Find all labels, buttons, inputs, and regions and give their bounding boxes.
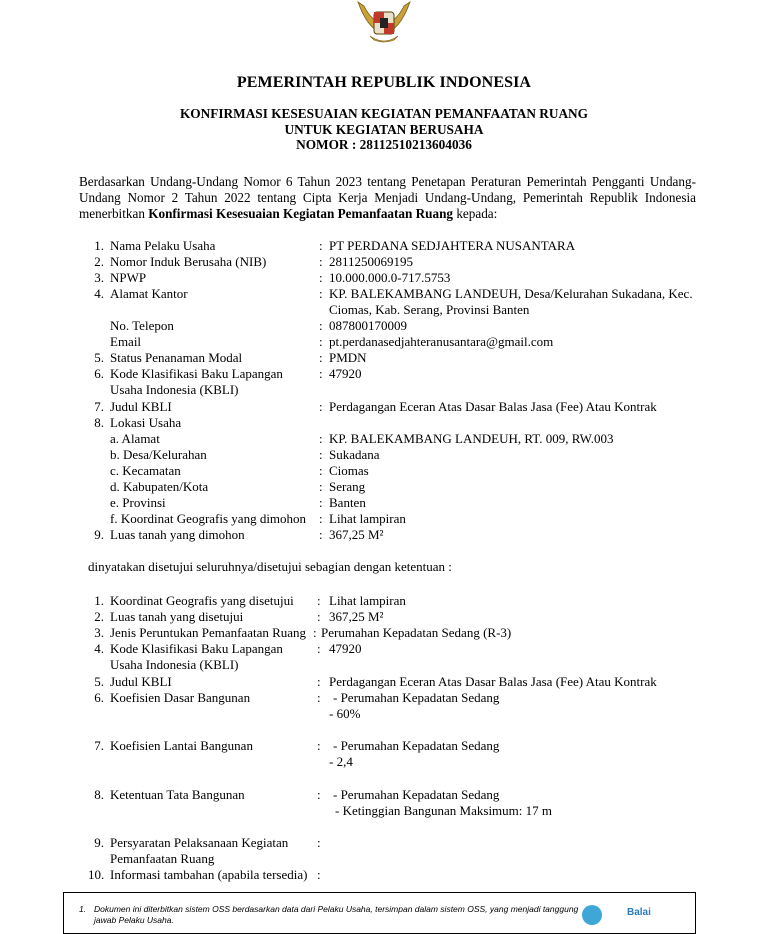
item-colon: : [319,350,323,365]
item-label-cont: Usaha Indonesia (KBLI) [110,657,239,673]
item-label-cont: Pemanfaatan Ruang [110,851,215,867]
item-label: Koefisien Lantai Bangunan [110,738,253,753]
item-value: Banten [329,495,366,510]
item-value: Lihat lampiran [329,593,406,608]
item-number: 7. [94,738,104,753]
intro-bold: Konfirmasi Kesesuaian Kegiatan Pemanfaatan Ruang [148,206,454,222]
item-colon: : [319,527,323,542]
item-value-cont: Ciomas, Kab. Serang, Provinsi Banten [329,302,530,318]
item-colon: : [319,254,323,269]
item-colon: : [319,270,323,285]
item-label: Judul KBLI [110,674,172,689]
document-title-line-2: UNTUK KEGIATAN BERUSAHA [284,121,484,137]
footer-text: Dokumen ini diterbitkan sistem OSS berdasarkan data dari Pelaku Usaha, tersimpan dalam sistem OSS, yang menjadi tanggung jawab Pelaku Usaha. [94,904,579,925]
item-value: Perdagangan Eceran Atas Dasar Balas Jasa (Fee) Atau Kontrak [329,399,657,414]
item-value: - Perumahan Kepadatan Sedang [333,738,500,753]
document-title-line-1: KONFIRMASI KESESUAIAN KEGIATAN PEMANFAATAN RUANG [179,106,589,121]
item-colon: : [317,690,321,705]
item-value: KP. BALEKAMBANG LANDEUH, RT. 009, RW.003 [329,431,614,446]
garuda-emblem-icon [354,0,414,46]
item-colon: : [317,609,321,624]
item-value: Perdagangan Eceran Atas Dasar Balas Jasa (Fee) Atau Kontrak [329,674,657,689]
item-value: PT PERDANA SEDJAHTERA NUSANTARA [329,238,576,253]
item-colon: : [317,593,321,608]
item-value: 2811250069195 [329,254,414,269]
item-label: f. Koordinat Geografis yang dimohon [110,511,307,526]
item-value: - Perumahan Kepadatan Sedang [333,787,500,802]
item-colon: : [319,334,323,349]
approval-statement: dinyatakan disetujui seluruhnya/disetujui sebagian dengan ketentuan : [88,559,452,574]
item-label: Kode Klasifikasi Baku Lapangan [110,366,283,381]
item-number: 4. [94,286,104,301]
item-label: e. Provinsi [110,495,166,510]
item-label: Email [110,334,142,349]
item-colon: : [319,431,323,446]
item-value: 47920 [329,641,362,656]
item-label: Alamat Kantor [110,286,188,301]
item-label-cont: Usaha Indonesia (KBLI) [110,382,239,398]
government-title: PEMERINTAH REPUBLIK INDONESIA [236,74,532,91]
item-label: Status Penanaman Modal [110,350,243,365]
item-colon: : [317,835,321,850]
item-value: Serang [329,479,366,494]
item-value: 10.000.000.0-717.5753 [329,270,451,285]
item-label: Lokasi Usaha [110,415,182,430]
document-title [0,106,768,153]
item-value-cont: - Ketinggian Bangunan Maksimum: 17 m [335,803,553,819]
item-number: 6. [94,690,104,705]
item-value: 087800170009 [329,318,407,333]
item-colon: : [317,787,321,802]
item-value: 367,25 M² [329,527,384,542]
item-label: a. Alamat [110,431,160,446]
item-number: 3. [94,625,104,640]
item-number: 1. [94,593,104,608]
item-colon: : [319,463,323,478]
item-colon: : [317,674,321,689]
footer-number: 1. [79,904,87,914]
item-colon: : [319,286,323,301]
item-number: 1. [94,238,104,253]
item-value: Sukadana [329,447,380,462]
balai-logo-text: Balai [627,907,651,918]
footer-note-box [63,892,696,934]
item-value-cont: - 2,4 [329,754,353,770]
item-value: Lihat lampiran [329,511,406,526]
item-label: Luas tanah yang dimohon [110,527,245,542]
item-number: 9. [94,835,104,850]
item-colon: : [319,399,323,414]
item-colon: : [319,366,323,381]
item-number: 5. [94,674,104,689]
item-label: Kode Klasifikasi Baku Lapangan [110,641,283,656]
item-colon: : [317,867,321,882]
item-number: 6. [94,366,104,381]
item-label: Nama Pelaku Usaha [110,238,216,253]
item-value: 367,25 M² [329,609,384,624]
item-colon: : [319,238,323,253]
item-value: KP. BALEKAMBANG LANDEUH, Desa/Kelurahan Sukadana, Kec. [329,286,693,301]
item-label: NPWP [110,270,147,285]
item-number: 3. [94,270,104,285]
item-number: 8. [94,415,104,430]
item-label: d. Kabupaten/Kota [110,479,209,494]
item-label: Nomor Induk Berusaha (NIB) [110,254,267,269]
document-number: NOMOR : 28112510213604036 [296,137,472,152]
item-value: PMDN [329,350,367,365]
item-value: - Perumahan Kepadatan Sedang [333,690,500,705]
item-value: 47920 [329,366,362,381]
item-number: 4. [94,641,104,656]
item-value: pt.perdanasedjahteranusantara@gmail.com [329,334,554,349]
item-label: Persyaratan Pelaksanaan Kegiatan [110,835,289,850]
item-label: Luas tanah yang disetujui [110,609,244,624]
item-label: No. Telepon [110,318,174,333]
item-number: 7. [94,399,104,414]
item-colon: : [319,318,323,333]
item-number: 8. [94,787,104,802]
item-label: Judul KBLI [110,399,172,414]
item-label: b. Desa/Kelurahan [110,447,207,462]
item-number: 10. [88,867,105,882]
item-label: Ketentuan Tata Bangunan [110,787,245,802]
item-colon: : [317,641,321,656]
item-number: 9. [94,527,104,542]
intro-text-end: kepada: [456,206,498,222]
item-label: Jenis Peruntukan Pemanfaatan Ruang [110,625,307,640]
item-colon: : [317,738,321,753]
item-colon: : [319,495,323,510]
item-label: c. Kecamatan [110,463,181,478]
item-colon: : [313,625,317,640]
item-colon: : [319,511,323,526]
item-colon: : [319,479,323,494]
balai-logo-icon [582,905,602,925]
item-number: 2. [94,254,104,269]
item-value-cont: - 60% [329,706,361,722]
item-value: Perumahan Kepadatan Sedang (R-3) [321,625,512,640]
item-value: Ciomas [329,463,369,478]
item-number: 5. [94,350,104,365]
item-label: Koefisien Dasar Bangunan [110,690,251,705]
intro-paragraph [79,174,696,223]
intro-text: Berdasarkan Undang-Undang Nomor 6 Tahun 2023 tentang Penetapan Peraturan Pemerintah Pengganti Undang-Undang Nomor 2 Tahun 2022 tentang Cipta Kerja Menjadi Undang-Undang, Pemerintah Republik Indonesia menerbitkan [79,174,696,222]
item-colon: : [319,447,323,462]
item-label: Koordinat Geografis yang disetujui [110,593,294,608]
item-number: 2. [94,609,104,624]
item-label: Informasi tambahan (apabila tersedia) [110,867,308,882]
